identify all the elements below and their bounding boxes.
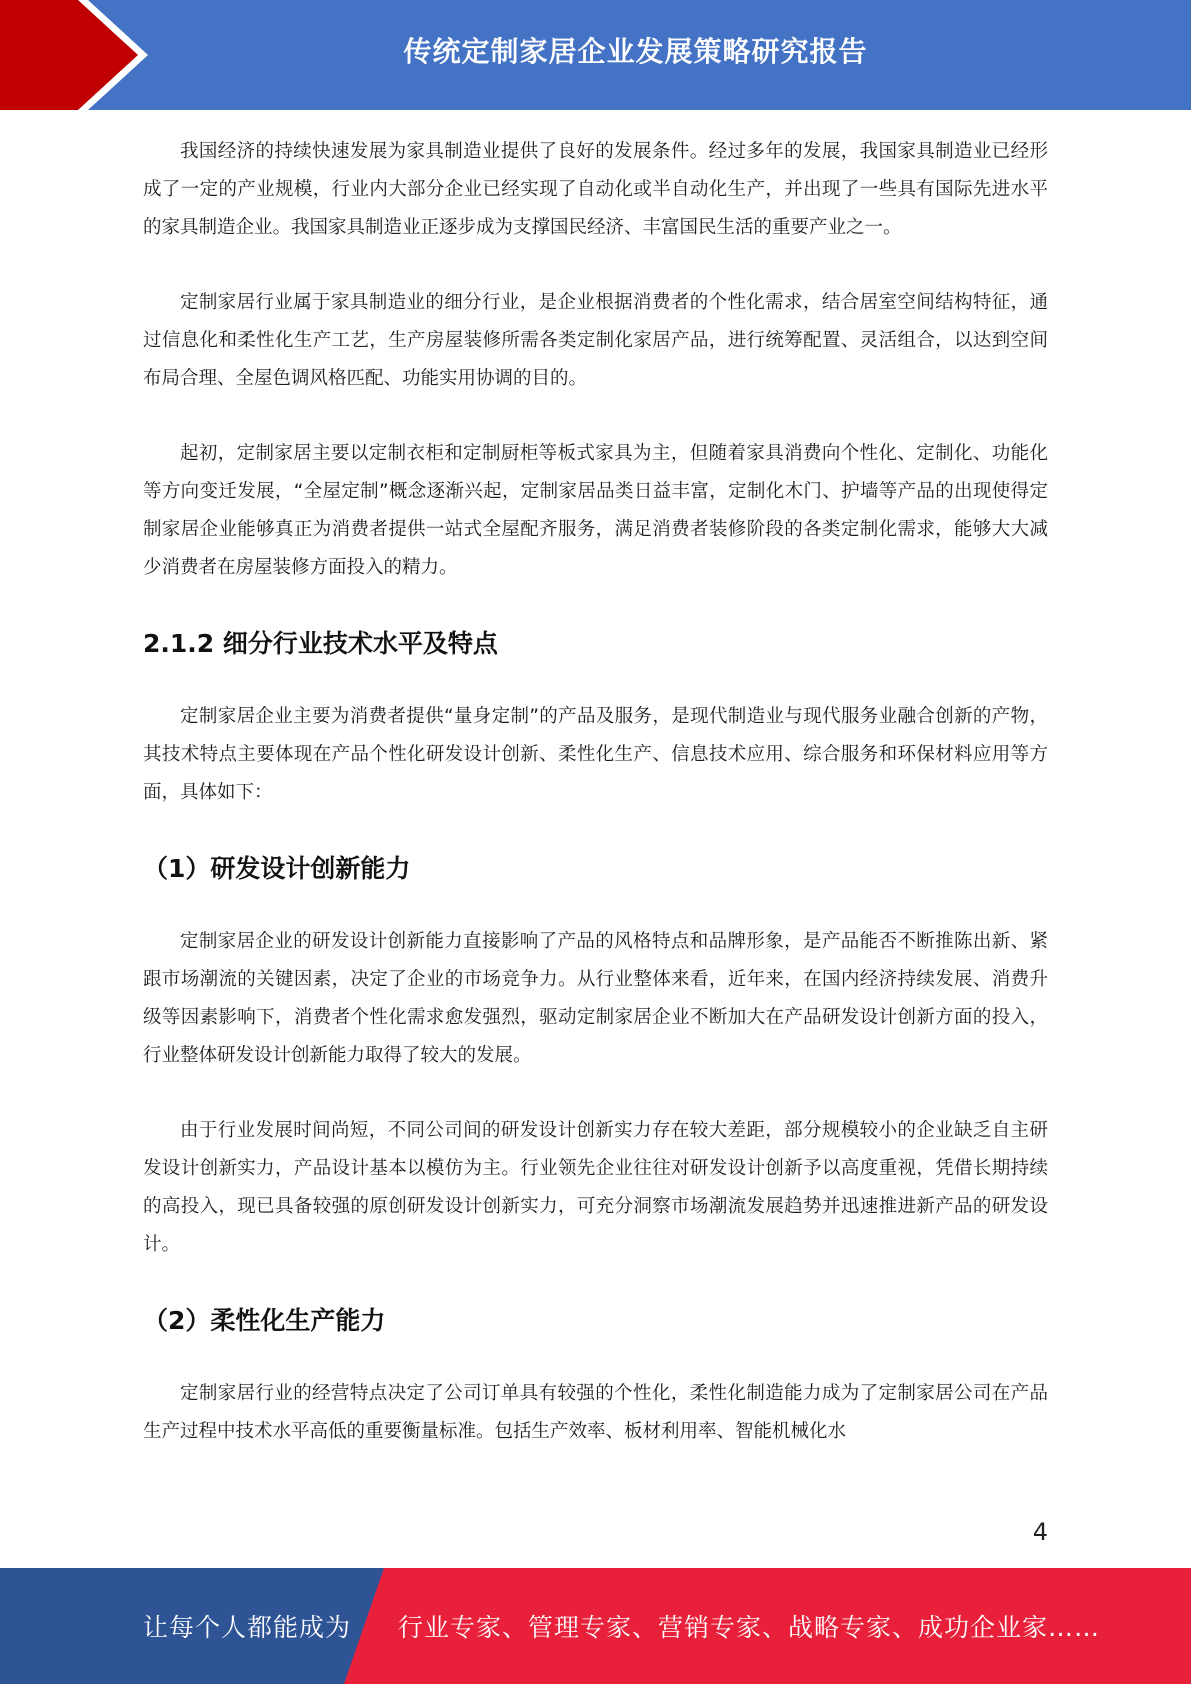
paragraph: 我国经济的持续快速发展为家具制造业提供了良好的发展条件。经过多年的发展，我国家具制造业已经形成了一定的产业规模，行业内大部分企业已经实现了自动化或半自动化生产，并出现了一些具有国际先进水平的家具制造企业。我国家具制造业正逐步成为支撑国民经济、丰富国民生活的重要产业之一。 <box>143 141 1048 238</box>
paragraph: 定制家居企业主要为消费者提供“量身定制”的产品及服务，是现代制造业与现代服务业融合创新的产物，其技术特点主要体现在产品个性化研发设计创新、柔性化生产、信息技术应用、综合服务和环保材料应用等方面，具体如下： <box>143 706 1048 803</box>
section-heading: 2.1.2 细分行业技术水平及特点 <box>143 629 498 658</box>
page-footer <box>0 1568 1191 1684</box>
footer-slogan-right: 行业专家、管理专家、营销专家、战略专家、成功企业家…… <box>398 1613 1101 1642</box>
footer-slogan-left: 让每个人都能成为 <box>143 1613 352 1642</box>
paragraph: 起初，定制家居主要以定制衣柜和定制厨柜等板式家具为主，但随着家具消费向个性化、定制化、功能化等方向变迁发展，“全屋定制”概念逐渐兴起，定制家居品类日益丰富，定制化木门、护墙等产品的出现使得定制家居企业能够真正为消费者提供一站式全屋配齐服务，满足消费者装修阶段的各类定制化需求，能够大大减少消费者在房屋装修方面投入的精力。 <box>143 443 1048 578</box>
paragraph: 定制家居企业的研发设计创新能力直接影响了产品的风格特点和品牌形象，是产品能否不断推陈出新、紧跟市场潮流的关键因素，决定了企业的市场竞争力。从行业整体来看，近年来，在国内经济持续发展、消费升级等因素影响下，消费者个性化需求愈发强烈，驱动定制家居企业不断加大在产品研发设计创新方面的投入，行业整体研发设计创新能力取得了较大的发展。 <box>143 931 1048 1066</box>
page-body <box>143 133 1048 1488</box>
paragraph: 定制家居行业属于家具制造业的细分行业，是企业根据消费者的个性化需求，结合居室空间结构特征，通过信息化和柔性化生产工艺，生产房屋装修所需各类定制化家居产品，进行统筹配置、灵活组合，以达到空间布局合理、全屋色调风格匹配、功能实用协调的目的。 <box>143 292 1048 389</box>
page-header <box>0 0 1191 110</box>
paragraph: 定制家居行业的经营特点决定了公司订单具有较强的个性化，柔性化制造能力成为了定制家居公司在产品生产过程中技术水平高低的重要衡量标准。包括生产效率、板材利用率、智能机械化水 <box>143 1383 1048 1442</box>
paragraph: 由于行业发展时间尚短，不同公司间的研发设计创新实力存在较大差距，部分规模较小的企业缺乏自主研发设计创新实力，产品设计基本以模仿为主。行业领先企业往往对研发设计创新予以高度重视，凭借长期持续的高投入，现已具备较强的原创研发设计创新实力，可充分洞察市场潮流发展趋势并迅速推进新产品的研发设计。 <box>143 1120 1048 1255</box>
subsection-heading: （1）研发设计创新能力 <box>143 854 411 883</box>
subsection-heading: （2）柔性化生产能力 <box>143 1306 386 1335</box>
red-chevron-decoration <box>0 0 150 110</box>
report-title: 传统定制家居企业发展策略研究报告 <box>403 35 868 68</box>
page-number: 4 <box>1032 1518 1048 1546</box>
